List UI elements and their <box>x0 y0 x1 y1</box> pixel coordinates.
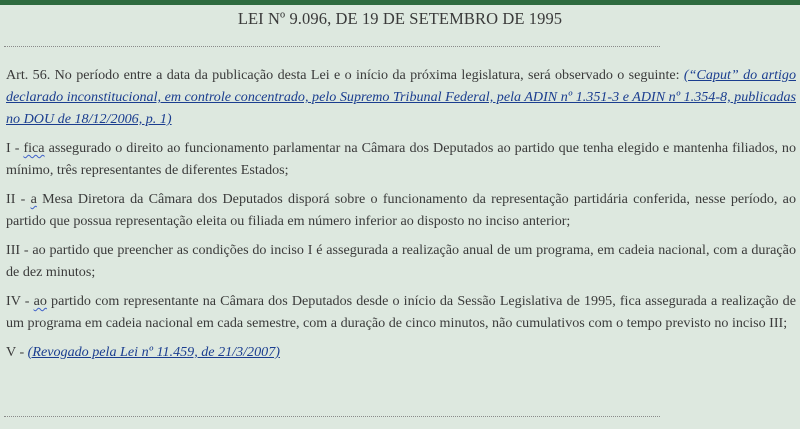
item-iv-marked-word: ao <box>33 293 47 309</box>
item-v <box>6 341 796 363</box>
item-iii <box>6 239 796 283</box>
item-iv-text: partido com representante na Câmara dos Deputados desde o início da Sessão Legislativa de 1995, fica assegurada a realização de um programa em cadeia nacional em cada semestre, com a duração de cinco minutos, não cumulativos com o tempo previsto no inciso III; <box>6 293 796 331</box>
item-iv <box>6 290 796 334</box>
dotted-divider-top <box>4 46 660 47</box>
unconstitutional-note-link[interactable]: (“Caput” do artigo declarado inconstitucional, em controle concentrado, pelo Supremo Tribunal Federal, pela ADIN nº 1.351-3 e ADIN nº 1.354-8, publicadas no DOU de 18/12/2006, p. 1) <box>6 67 796 127</box>
item-i-marked-word: fica <box>23 140 45 156</box>
dotted-divider-bottom <box>4 416 660 417</box>
item-i-prefix: I - <box>6 140 24 156</box>
article-56-text: Art. 56. No período entre a data da publicação desta Lei e o início da próxima legislatura, será observado o seguinte: <box>6 67 680 83</box>
item-ii-text: Mesa Diretora da Câmara dos Deputados disporá sobre o funcionamento da representação partidária conferida, nesse período, ao partido que possua representação eleita ou filiada em número inferior ao disposto no inciso anterior; <box>6 191 796 229</box>
item-iii-text: ao partido que preencher as condições do inciso I é assegurada a realização anual de um programa, em cadeia nacional, com a duração de dez minutos; <box>6 242 796 280</box>
article-56 <box>6 64 796 130</box>
item-ii-marked-word: a <box>30 191 37 207</box>
item-v-prefix: V - <box>6 344 28 360</box>
top-accent-bar <box>0 0 800 5</box>
item-i-text: assegurado o direito ao funcionamento parlamentar na Câmara dos Deputados ao partido que tenha elegido e mantenha filiados, no mínimo, três representantes de diferentes Estados; <box>6 140 796 178</box>
item-iii-prefix: III - <box>6 242 33 258</box>
item-ii-prefix: II - <box>6 191 31 207</box>
item-i <box>6 137 796 181</box>
item-iv-prefix: IV - <box>6 293 34 309</box>
revoked-law-link[interactable]: (Revogado pela Lei nº 11.459, de 21/3/2007) <box>27 344 280 360</box>
law-text <box>6 64 796 370</box>
page-title: LEI Nº 9.096, DE 19 DE SETEMBRO DE 1995 <box>237 9 563 28</box>
item-ii <box>6 188 796 232</box>
